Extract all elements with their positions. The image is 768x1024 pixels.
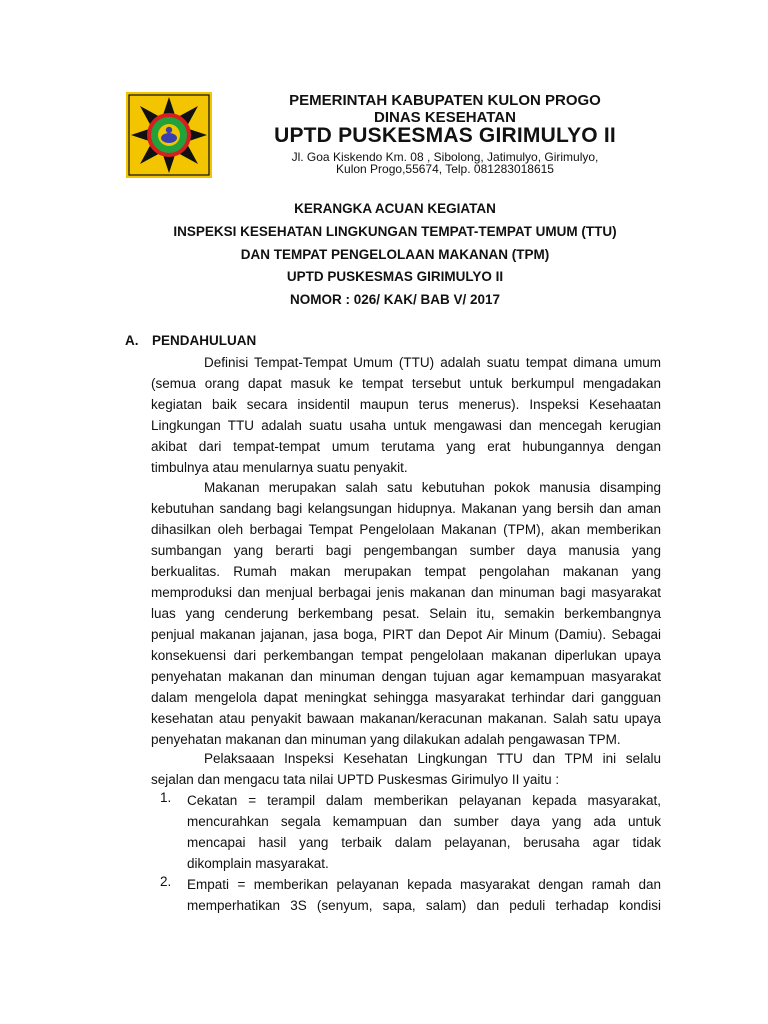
paragraph-line: sumbangan yang berarti bagi pengembangan sumber daya manusia yang	[151, 543, 661, 558]
title-line-1: KERANGKA ACUAN KEGIATAN	[294, 201, 496, 216]
section-title: PENDAHULUAN	[152, 333, 257, 348]
values-list	[160, 790, 661, 916]
list-number: 2.	[160, 874, 172, 889]
paragraph-line: Lingkungan TTU adalah suatu usaha untuk mengawasi dan mencegah kerugian	[151, 418, 661, 433]
header-institution: UPTD PUSKESMAS GIRIMULYO II	[274, 124, 616, 147]
paragraph-line: kebutuhan sandang bagi kelangsungan hidupnya. Makanan yang bersih dan aman	[151, 501, 661, 516]
header-address-line-2: Kulon Progo,55674, Telp. 081283018615	[336, 162, 554, 176]
paragraph-line: kegiatan baik secara insidentil maupun terus menerus). Inspeksi Kesehaatan	[151, 397, 661, 412]
header-department: DINAS KESEHATAN	[374, 109, 516, 126]
list-line: Cekatan = terampil dalam memberikan pelayanan kepada masyarakat,	[187, 793, 661, 808]
paragraph-line: dalam mengelola dapat meningkat sehingga masyarakat terhindar dari gangguan	[151, 690, 661, 705]
list-item	[160, 874, 661, 916]
list-line: memperhatikan 3S (senyum, sapa, salam) dan peduli terhadap kondisi	[187, 898, 661, 913]
title-line-5-number: NOMOR : 026/ KAK/ BAB V/ 2017	[289, 292, 501, 307]
paragraph-line: Definisi Tempat-Tempat Umum (TTU) adalah suatu tempat dimana umum	[204, 355, 661, 370]
paragraph-line: penjual makanan jajanan, jasa boga, PIRT dan Depot Air Minum (Damiu). Sebagai	[151, 627, 661, 642]
paragraph-line: timbulnya atau menularnya suatu penyakit.	[151, 460, 408, 475]
list-number: 1.	[160, 790, 172, 805]
paragraph-line: (semua orang dapat masuk ke tempat tersebut untuk berkumpul mengadakan	[151, 376, 661, 391]
section-letter: A.	[125, 333, 139, 348]
paragraph-line: berkualitas. Rumah makan merupakan tempat pengolahan makanan yang	[151, 564, 661, 579]
paragraph-line: dihasilkan oleh berbagai Tempat Pengelolaan Makanan (TPM), akan memberikan	[151, 522, 661, 537]
title-line-2: INSPEKSI KESEHATAN LINGKUNGAN TEMPAT-TEMPAT UMUM (TTU)	[173, 224, 617, 239]
paragraph-line: akibat dari tempat-tempat umum terutama yang erat hubungannya dengan	[151, 439, 661, 454]
paragraph-line: memproduksi dan menjual berbagai jenis makanan dan minuman bagi masyarakat	[151, 585, 661, 600]
paragraph-tpm	[151, 477, 661, 750]
section-heading	[125, 333, 256, 348]
puskesmas-logo	[126, 92, 212, 178]
title-line-3: DAN TEMPAT PENGELOLAAN MAKANAN (TPM)	[240, 247, 550, 262]
paragraph-line: Makanan merupakan salah satu kebutuhan pokok manusia disamping	[204, 480, 661, 495]
paragraph-line: sejalan dan mengacu tata nilai UPTD Puskesmas Girimulyo II yaitu :	[151, 772, 560, 787]
list-line: dikomplain masyarakat.	[187, 856, 329, 871]
paragraph-line: luas yang cenderung berkembang pesat. Selain itu, semakin berkembangnya	[151, 606, 661, 621]
paragraph-line: Pelaksaaan Inspeksi Kesehatan Lingkungan TTU dan TPM ini selalu	[204, 751, 661, 766]
paragraph-line: penyehatan makanan dan minuman yang dilakukan adalah pengawasan TPM.	[151, 732, 621, 747]
list-line: Empati = memberikan pelayanan kepada masyarakat dengan ramah dan	[187, 877, 661, 892]
list-item	[160, 790, 661, 874]
paragraph-values-intro	[151, 748, 661, 790]
list-line: mencurahkan segala kemampuan dan sumber daya yang ada untuk	[187, 814, 661, 829]
list-line: mencapai hasil yang terbaik dalam pelayanan, berusaha agar tidak	[187, 835, 661, 850]
paragraph-line: kesehatan atau penyakit bawaan makanan/keracunan makanan. Salah satu upaya	[151, 711, 661, 726]
paragraph-ttu	[151, 352, 661, 478]
paragraph-line: konsekuensi dari perkembangan tempat pengelolaan makanan diperlukan upaya	[151, 648, 661, 663]
header-government: PEMERINTAH KABUPATEN KULON PROGO	[289, 92, 601, 109]
header-address-line-1: Jl. Goa Kiskendo Km. 08 , Sibolong, Jatimulyo, Girimulyo,	[291, 150, 599, 164]
paragraph-line: penyehatan makanan dan minuman dengan tujuan agar kemampuan masyarakat	[151, 669, 661, 684]
title-line-4: UPTD PUSKESMAS GIRIMULYO II	[286, 269, 504, 284]
